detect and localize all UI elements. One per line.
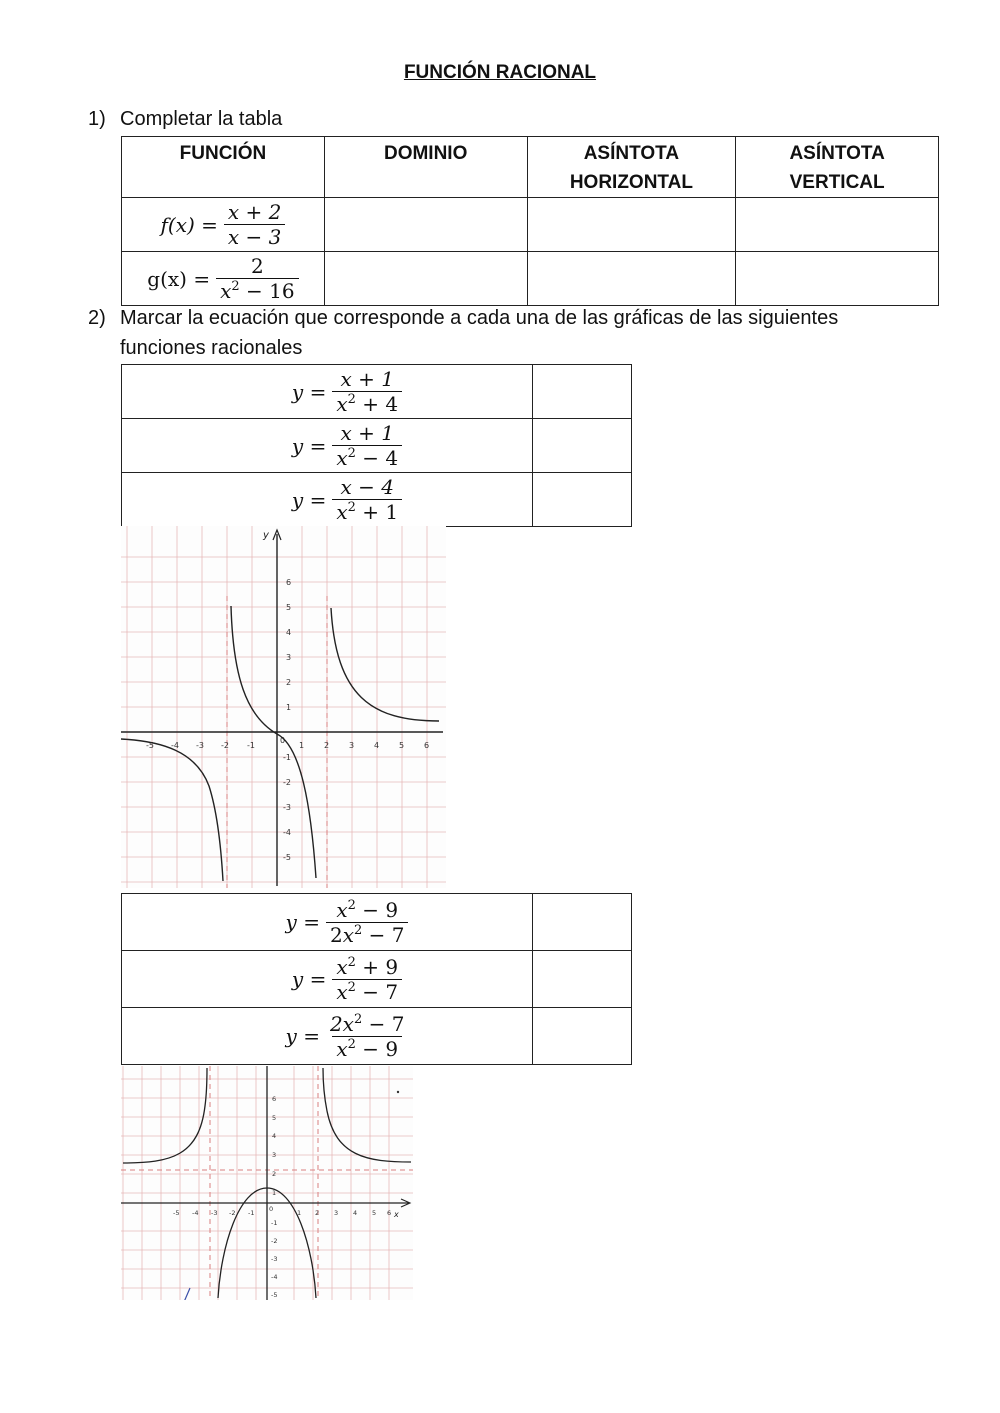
curve-right-branch bbox=[323, 1068, 411, 1162]
y-tick-label: 3 bbox=[286, 653, 292, 662]
y-tick-label: -2 bbox=[283, 778, 291, 787]
den-exp: 2 bbox=[347, 1036, 356, 1052]
curve-left-branch bbox=[123, 1068, 207, 1163]
formula bbox=[286, 1012, 409, 1061]
formula-lhs: y = bbox=[291, 433, 327, 458]
question-1-text: Completar la tabla bbox=[120, 108, 283, 130]
numerator: x + 1 bbox=[340, 367, 394, 391]
origin-label: 0 bbox=[280, 736, 286, 745]
option-formula-1 bbox=[122, 365, 533, 419]
option-mark-cell-6[interactable] bbox=[533, 1008, 632, 1065]
question-2-line2: funciones racionales bbox=[120, 337, 303, 359]
y-tick-label: 2 bbox=[286, 678, 292, 687]
den-base: x bbox=[342, 922, 354, 947]
y-tick-label: -5 bbox=[271, 1291, 278, 1299]
option-formula-6 bbox=[122, 1008, 533, 1065]
x-tick-label: 3 bbox=[334, 1209, 339, 1217]
header-av-line1: ASÍNTOTA bbox=[789, 143, 885, 164]
y-tick-label: -1 bbox=[283, 753, 291, 762]
x-tick-label: 6 bbox=[387, 1209, 392, 1217]
x-tick-label: -2 bbox=[229, 1209, 236, 1217]
x-tick-label: 4 bbox=[353, 1209, 358, 1217]
fraction bbox=[326, 898, 409, 947]
x-tick-label: 2 bbox=[315, 1209, 320, 1217]
den-base: x bbox=[336, 500, 348, 524]
answer-cell-ah-g[interactable] bbox=[527, 252, 736, 306]
x-tick-label: -5 bbox=[146, 741, 154, 750]
header-dominio: DOMINIO bbox=[324, 137, 527, 198]
option-mark-cell-4[interactable] bbox=[533, 894, 632, 951]
formula bbox=[292, 421, 402, 470]
formula-lhs: f(x) = bbox=[160, 212, 218, 237]
den-exp: 2 bbox=[347, 979, 356, 995]
dot-mark bbox=[397, 1091, 399, 1093]
option-mark-cell-1[interactable] bbox=[533, 365, 632, 419]
x-tick-label: -3 bbox=[196, 741, 204, 750]
curve-right-branch bbox=[331, 608, 439, 721]
header-funcion: FUNCIÓN bbox=[122, 137, 325, 198]
option-formula-5 bbox=[122, 951, 533, 1008]
num-exp: 2 bbox=[347, 954, 356, 970]
fraction bbox=[332, 955, 402, 1004]
y-tick-label: 4 bbox=[272, 1132, 277, 1140]
y-tick-label: 1 bbox=[286, 703, 292, 712]
fraction bbox=[332, 475, 402, 524]
formula-g bbox=[147, 254, 298, 303]
options-table-2 bbox=[121, 893, 632, 1065]
table-1 bbox=[121, 136, 939, 306]
numerator: x + 2 bbox=[227, 200, 282, 224]
formula-lhs: y = bbox=[291, 967, 327, 991]
curve-left-branch bbox=[121, 739, 223, 881]
table-row bbox=[122, 894, 632, 951]
fraction bbox=[332, 421, 402, 470]
den-exp: 2 bbox=[347, 392, 356, 407]
table-row bbox=[122, 419, 632, 473]
num-base: x bbox=[336, 954, 348, 979]
answer-cell-av-g[interactable] bbox=[736, 252, 939, 306]
y-tick-label: -1 bbox=[271, 1219, 278, 1227]
options-table-1 bbox=[121, 364, 632, 527]
den-base: x bbox=[336, 392, 348, 416]
x-tick-label: 2 bbox=[324, 741, 330, 750]
num-exp: 2 bbox=[347, 897, 356, 913]
num-rest: + 9 bbox=[355, 954, 399, 979]
numerator bbox=[332, 898, 402, 922]
answer-cell-av-f[interactable] bbox=[736, 198, 939, 252]
formula bbox=[292, 955, 402, 1004]
table-row bbox=[122, 198, 939, 252]
denominator bbox=[332, 1036, 402, 1061]
answer-cell-dominio-f[interactable] bbox=[324, 198, 527, 252]
formula bbox=[286, 898, 409, 947]
numerator: 2 bbox=[250, 254, 264, 278]
den-rest: + 1 bbox=[355, 500, 399, 524]
den-base: x bbox=[220, 279, 232, 303]
option-formula-3 bbox=[122, 473, 533, 527]
table-row bbox=[122, 951, 632, 1008]
answer-cell-ah-f[interactable] bbox=[527, 198, 736, 252]
den-exp: 2 bbox=[231, 279, 240, 294]
den-base: x bbox=[336, 1036, 348, 1061]
num-rest: − 9 bbox=[355, 897, 399, 922]
den-rest: + 4 bbox=[355, 392, 399, 416]
den-base: x bbox=[336, 446, 348, 470]
y-tick-label: 5 bbox=[272, 1114, 277, 1122]
denominator bbox=[332, 391, 402, 416]
option-mark-cell-3[interactable] bbox=[533, 473, 632, 527]
formula bbox=[292, 475, 402, 524]
fraction bbox=[326, 1012, 409, 1061]
graph-2-axes bbox=[121, 1066, 410, 1300]
y-tick-label: -5 bbox=[283, 853, 291, 862]
y-tick-label: 6 bbox=[286, 578, 292, 587]
x-tick-label: 6 bbox=[424, 741, 430, 750]
num-exp: 2 bbox=[353, 1011, 363, 1027]
header-ah-line1: ASÍNTOTA bbox=[583, 143, 680, 164]
question-2 bbox=[88, 303, 839, 363]
num-rest: − 7 bbox=[362, 1011, 405, 1036]
denominator bbox=[216, 278, 298, 303]
header-asintota-horizontal bbox=[527, 137, 736, 198]
y-tick-label: 2 bbox=[272, 1170, 277, 1178]
formula-f bbox=[160, 200, 285, 249]
y-tick-label: 1 bbox=[272, 1189, 277, 1197]
x-tick-label: -4 bbox=[192, 1209, 199, 1217]
denominator: x − 3 bbox=[224, 224, 285, 249]
x-tick-label: -3 bbox=[211, 1209, 218, 1217]
x-tick-label: -5 bbox=[173, 1209, 180, 1217]
y-tick-label: -2 bbox=[271, 1237, 278, 1245]
graph-2 bbox=[121, 1066, 413, 1300]
formula-lhs: y = bbox=[285, 910, 320, 934]
numerator bbox=[332, 955, 402, 979]
y-tick-label: 4 bbox=[286, 628, 292, 637]
den-rest: − 7 bbox=[355, 979, 399, 1004]
y-axis-label: y bbox=[263, 530, 269, 541]
fraction bbox=[224, 200, 285, 249]
numerator: x + 1 bbox=[340, 421, 394, 445]
x-tick-label: 5 bbox=[399, 741, 405, 750]
num-base: x bbox=[336, 897, 348, 922]
y-tick-label: 3 bbox=[272, 1151, 277, 1159]
y-tick-label: -3 bbox=[271, 1255, 278, 1263]
den-exp: 2 bbox=[347, 500, 356, 515]
question-1 bbox=[88, 104, 283, 134]
graph-1-axes bbox=[121, 530, 443, 886]
x-tick-label: 4 bbox=[374, 741, 380, 750]
graph-2-x-ticks bbox=[173, 1205, 391, 1217]
option-formula-2 bbox=[122, 419, 533, 473]
den-base: x bbox=[336, 979, 348, 1004]
answer-cell-dominio-g[interactable] bbox=[324, 252, 527, 306]
option-mark-cell-5[interactable] bbox=[533, 951, 632, 1008]
den-rest: − 16 bbox=[239, 279, 295, 303]
denominator bbox=[332, 979, 402, 1004]
x-tick-label: 1 bbox=[297, 1209, 302, 1217]
y-tick-label: -4 bbox=[283, 828, 291, 837]
header-av-line2: VERTICAL bbox=[789, 172, 885, 193]
header-ah-line2: HORIZONTAL bbox=[569, 172, 693, 193]
den-exp: 2 bbox=[347, 446, 356, 461]
question-2-line1: Marcar la ecuación que corresponde a cada una de las gráficas de las siguientes bbox=[120, 307, 839, 329]
denominator bbox=[326, 922, 409, 947]
num-base: 2x bbox=[329, 1011, 354, 1036]
den-exp: 2 bbox=[353, 922, 363, 938]
graph-2-y-ticks bbox=[271, 1095, 277, 1299]
numerator: x − 4 bbox=[340, 475, 394, 499]
pen-stroke-mark bbox=[184, 1288, 190, 1300]
y-tick-label: 5 bbox=[286, 603, 292, 612]
table-row bbox=[122, 1008, 632, 1065]
den-rest: − 4 bbox=[355, 446, 399, 470]
x-tick-label: 1 bbox=[299, 741, 305, 750]
x-tick-label: -1 bbox=[247, 741, 255, 750]
origin-label: 0 bbox=[269, 1205, 274, 1213]
y-tick-label: -3 bbox=[283, 803, 291, 812]
x-tick-label: -2 bbox=[221, 741, 229, 750]
function-cell-f bbox=[122, 198, 325, 252]
x-tick-label: -4 bbox=[171, 741, 179, 750]
numerator bbox=[326, 1012, 409, 1036]
table-row bbox=[122, 473, 632, 527]
table-row bbox=[122, 365, 632, 419]
x-tick-label: 5 bbox=[372, 1209, 377, 1217]
den-rest: − 9 bbox=[355, 1036, 399, 1061]
page-title: FUNCIÓN RACIONAL bbox=[403, 62, 597, 83]
graph-1-y-ticks bbox=[283, 578, 291, 862]
formula bbox=[292, 367, 402, 416]
x-axis-label: x bbox=[394, 1210, 399, 1219]
denominator bbox=[332, 499, 402, 524]
table-row bbox=[122, 252, 939, 306]
formula-lhs: y = bbox=[285, 1024, 320, 1048]
option-mark-cell-2[interactable] bbox=[533, 419, 632, 473]
option-formula-4 bbox=[122, 894, 533, 951]
denominator bbox=[332, 445, 402, 470]
formula-lhs: y = bbox=[291, 379, 327, 404]
function-cell-g bbox=[122, 252, 325, 306]
x-tick-label: -1 bbox=[248, 1209, 255, 1217]
den-pre: 2 bbox=[329, 922, 343, 947]
fraction bbox=[216, 254, 298, 303]
x-tick-label: 3 bbox=[349, 741, 355, 750]
den-rest: − 7 bbox=[362, 922, 405, 947]
formula-lhs: y = bbox=[291, 487, 327, 512]
fraction bbox=[332, 367, 402, 416]
formula-lhs: g(x) = bbox=[147, 266, 211, 291]
header-asintota-vertical bbox=[736, 137, 939, 198]
question-1-number: 1) bbox=[88, 108, 106, 130]
graph-1 bbox=[121, 526, 446, 888]
y-tick-label: -4 bbox=[271, 1273, 278, 1281]
y-tick-label: 6 bbox=[272, 1095, 277, 1103]
question-2-number: 2) bbox=[88, 307, 106, 329]
